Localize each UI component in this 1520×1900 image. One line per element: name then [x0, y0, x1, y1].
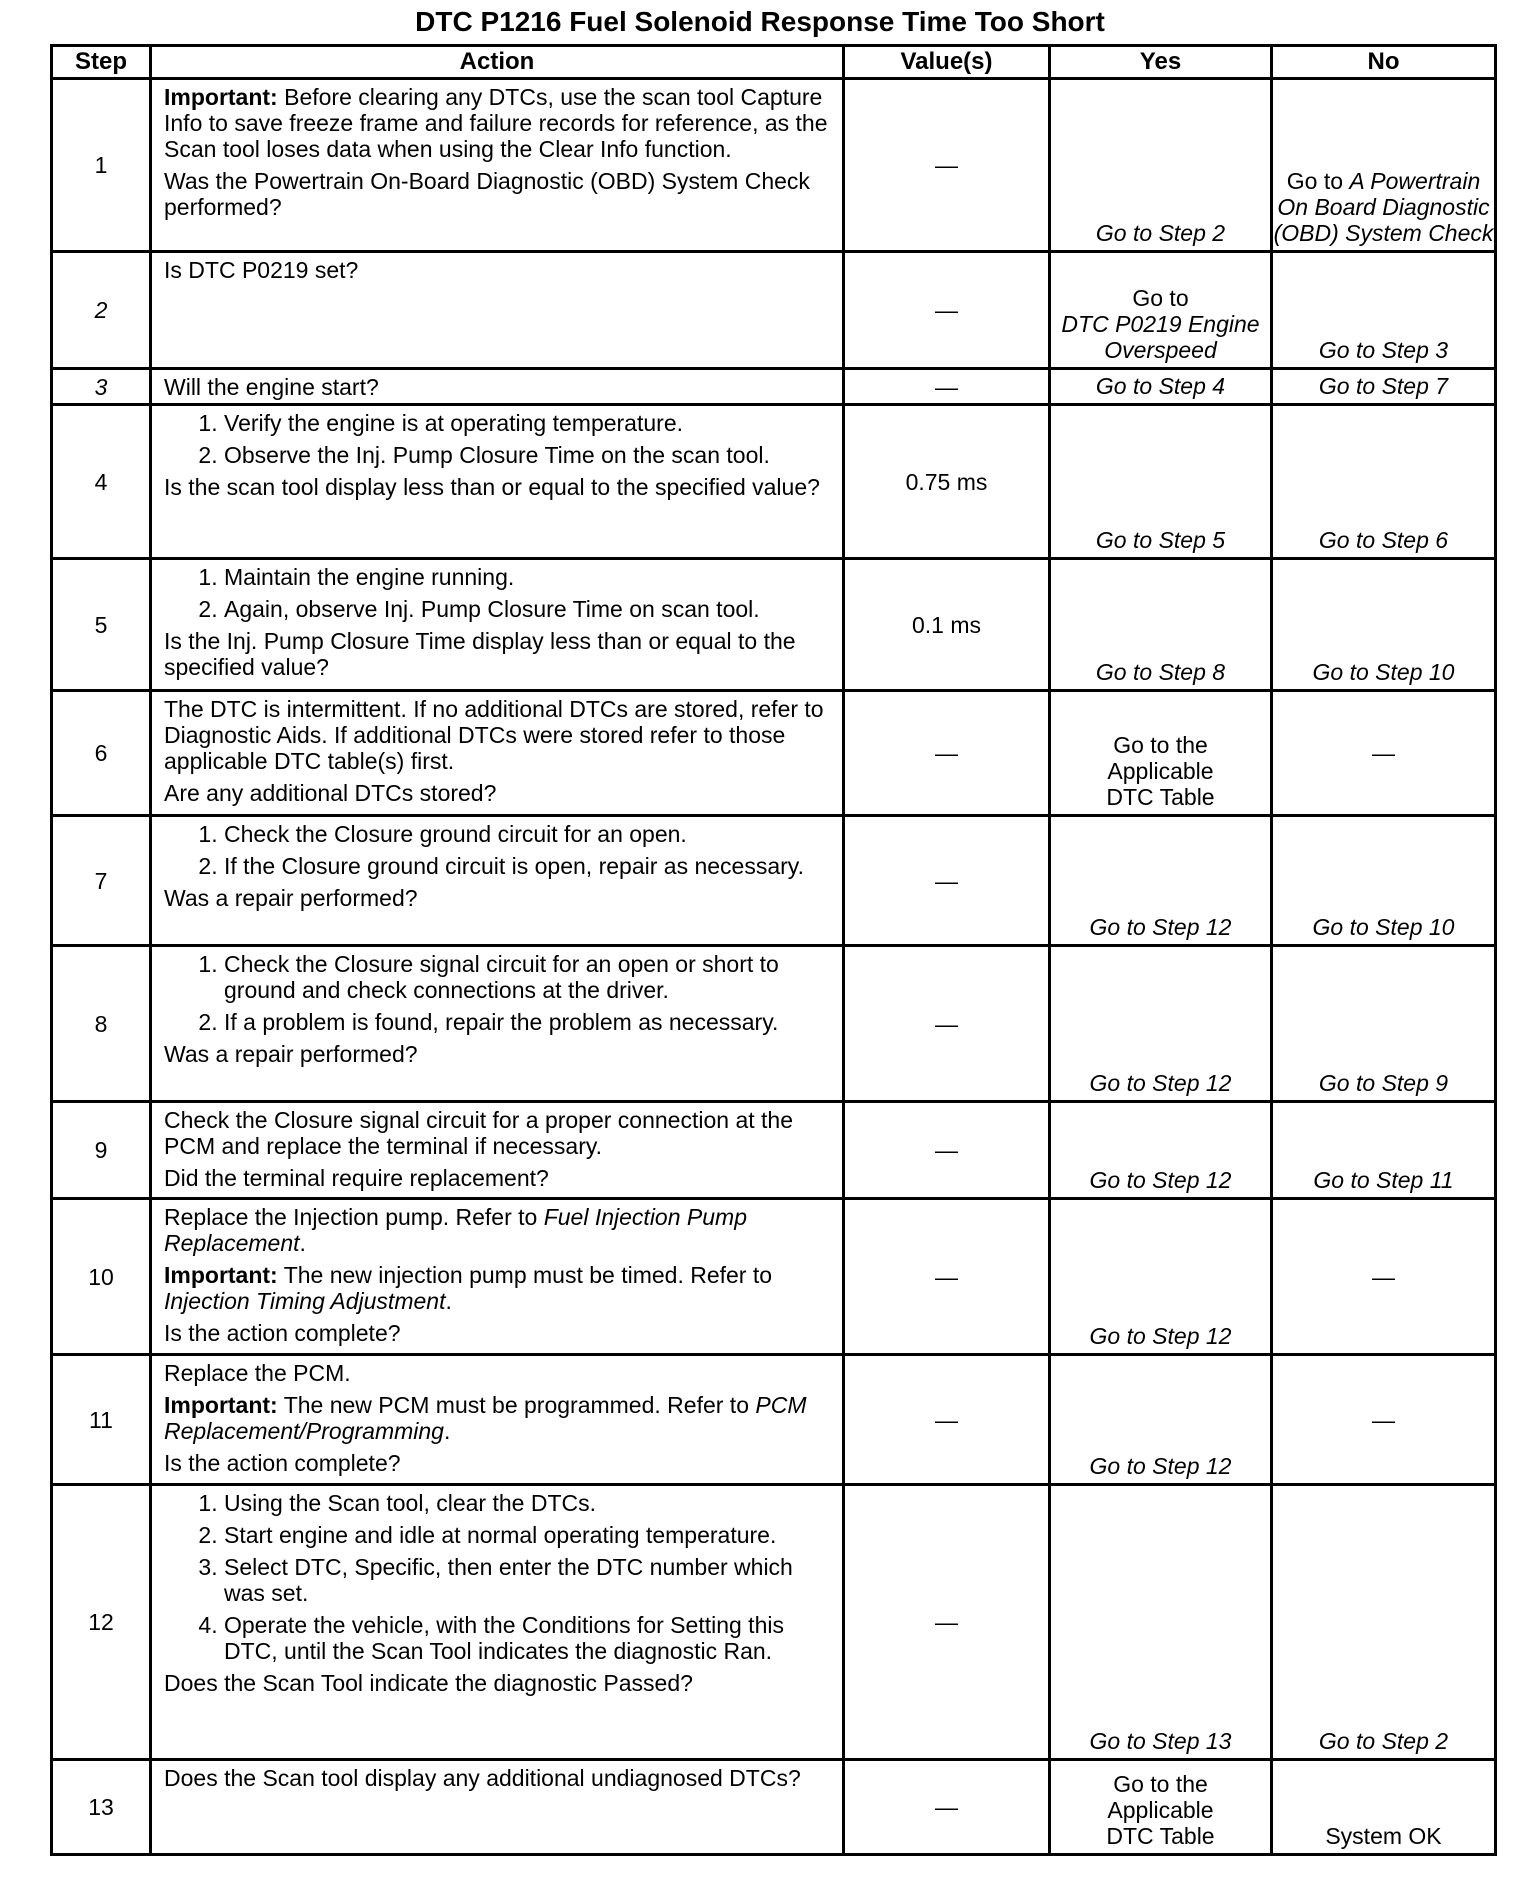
no-link: —	[1272, 691, 1496, 816]
step-action	[151, 946, 844, 1102]
yes-link[interactable]: Go to Step 4	[1050, 369, 1272, 405]
header-action: Action	[151, 46, 844, 79]
page-title: DTC P1216 Fuel Solenoid Response Time Too Short	[415, 6, 1105, 37]
step-value: —	[844, 1485, 1050, 1760]
list-item: 1. Check the Closure ground circuit for an open.	[224, 821, 834, 847]
step-action	[151, 1760, 844, 1855]
step-action	[151, 1199, 844, 1355]
reference-link[interactable]: Fuel Injection Pump Replacement	[164, 1204, 747, 1256]
step-number: 10	[52, 1199, 151, 1355]
header-yes: Yes	[1050, 46, 1272, 79]
step-question: Is the action complete?	[164, 1450, 401, 1476]
table-row	[52, 691, 1496, 816]
step-action	[151, 559, 844, 691]
no-link[interactable]: Go to Step 6	[1272, 405, 1496, 559]
yes-link[interactable]	[1050, 252, 1272, 369]
important-text: The new injection pump must be timed. Refer to	[277, 1262, 773, 1288]
no-link: —	[1272, 1199, 1496, 1355]
step-value: —	[844, 816, 1050, 946]
no-target: A Powertrain On Board Diagnostic (OBD) System Check	[1273, 168, 1494, 246]
important-text: The new PCM must be programmed. Refer to	[277, 1392, 756, 1418]
step-question: Is the action complete?	[164, 1320, 401, 1346]
text-suffix: .	[299, 1230, 306, 1256]
yes-link[interactable]: Go to Step 12	[1050, 1102, 1272, 1199]
step-number: 6	[52, 691, 151, 816]
yes-link[interactable]: Go to Step 12	[1050, 946, 1272, 1102]
table-row	[52, 946, 1496, 1102]
step-action	[151, 1485, 844, 1760]
table-row	[52, 369, 1496, 405]
important-suffix: .	[445, 1288, 452, 1314]
step-number: 12	[52, 1485, 151, 1760]
table-row	[52, 1355, 1496, 1485]
step-number: 13	[52, 1760, 151, 1855]
important-label: Important:	[164, 84, 278, 110]
step-question: Is DTC P0219 set?	[164, 257, 359, 283]
step-value: —	[844, 79, 1050, 252]
step-question: Does the Scan tool display any additional undiagnosed DTCs?	[164, 1765, 801, 1791]
yes-link[interactable]: Go to Step 12	[1050, 1199, 1272, 1355]
step-value: —	[844, 1199, 1050, 1355]
reference-link[interactable]: Injection Timing Adjustment	[164, 1288, 446, 1314]
no-link[interactable]: Go to Step 10	[1272, 559, 1496, 691]
step-number: 3	[52, 369, 151, 405]
no-prefix: Go to	[1286, 168, 1350, 194]
instruction-list	[164, 951, 834, 1035]
step-value: —	[844, 252, 1050, 369]
header-values: Value(s)	[844, 46, 1050, 79]
yes-link[interactable]: Go to Step 8	[1050, 559, 1272, 691]
instruction-list	[164, 564, 834, 622]
no-link[interactable]: Go to Step 9	[1272, 946, 1496, 1102]
table-row	[52, 79, 1496, 252]
important-note	[164, 1392, 834, 1444]
yes-link[interactable]: Go to Step 12	[1050, 1355, 1272, 1485]
step-action	[151, 816, 844, 946]
step-number: 5	[52, 559, 151, 691]
no-link: —	[1272, 1355, 1496, 1485]
list-item: 1. Check the Closure signal circuit for an open or short to ground and check connections at the driver.	[224, 951, 834, 1003]
yes-link[interactable]: Go to the Applicable DTC Table	[1050, 1760, 1272, 1855]
list-item: 4. Operate the vehicle, with the Conditions for Setting this DTC, until the Scan Tool indicates the diagnostic Ran.	[224, 1612, 834, 1664]
step-question: Are any additional DTCs stored?	[164, 780, 497, 806]
step-action	[151, 79, 844, 252]
step-value: —	[844, 1102, 1050, 1199]
step-action	[151, 369, 844, 405]
step-action	[151, 405, 844, 559]
yes-target: DTC P0219 Engine Overspeed	[1061, 311, 1260, 363]
yes-prefix: Go to	[1132, 285, 1189, 311]
step-number: 2	[52, 252, 151, 369]
important-note	[164, 1262, 834, 1314]
important-note	[164, 84, 834, 162]
step-question: Was a repair performed?	[164, 885, 418, 911]
step-number: 11	[52, 1355, 151, 1485]
instruction-list	[164, 821, 834, 879]
step-number: 1	[52, 79, 151, 252]
header-row	[52, 46, 1496, 79]
table-row	[52, 1760, 1496, 1855]
step-number: 9	[52, 1102, 151, 1199]
text-prefix: Replace the Injection pump. Refer to	[164, 1204, 544, 1230]
list-item: 2. Start engine and idle at normal operating temperature.	[224, 1522, 834, 1548]
step-value: 0.75 ms	[844, 405, 1050, 559]
step-action	[151, 1355, 844, 1485]
list-item: 1. Using the Scan tool, clear the DTCs.	[224, 1490, 834, 1516]
table-row	[52, 405, 1496, 559]
list-item: 1. Verify the engine is at operating temperature.	[224, 410, 834, 436]
no-link[interactable]: System OK	[1272, 1760, 1496, 1855]
list-item: 2. If the Closure ground circuit is open, repair as necessary.	[224, 853, 834, 879]
instruction-list	[164, 1490, 834, 1664]
step-value: —	[844, 946, 1050, 1102]
table-row	[52, 252, 1496, 369]
step-text: Replace the PCM.	[164, 1360, 351, 1386]
table-row	[52, 1102, 1496, 1199]
step-value: 0.1 ms	[844, 559, 1050, 691]
important-label: Important:	[164, 1392, 278, 1418]
important-suffix: .	[443, 1418, 451, 1444]
step-number: 7	[52, 816, 151, 946]
instruction-list	[164, 410, 834, 468]
step-number: 4	[52, 405, 151, 559]
table-row	[52, 1485, 1496, 1760]
step-question: Was a repair performed?	[164, 1041, 418, 1067]
yes-link[interactable]: Go to the Applicable DTC Table	[1050, 691, 1272, 816]
no-link[interactable]: Go to Step 7	[1272, 369, 1496, 405]
list-item: 3. Select DTC, Specific, then enter the DTC number which was set.	[224, 1554, 834, 1606]
step-value: —	[844, 1355, 1050, 1485]
yes-link[interactable]: Go to Step 13	[1050, 1485, 1272, 1760]
no-link[interactable]: Go to Step 2	[1272, 1485, 1496, 1760]
step-value: —	[844, 1760, 1050, 1855]
step-text	[164, 1204, 834, 1256]
table-row	[52, 559, 1496, 691]
step-action	[151, 252, 844, 369]
step-question: Will the engine start?	[164, 374, 379, 400]
list-item: 2. Observe the Inj. Pump Closure Time on the scan tool.	[224, 442, 834, 468]
reference-link[interactable]: PCM Replacement/Programming	[164, 1392, 807, 1444]
list-item: 2. Again, observe Inj. Pump Closure Time on scan tool.	[224, 596, 834, 622]
step-text: Check the Closure signal circuit for a proper connection at the PCM and replace the terminal if necessary.	[164, 1107, 793, 1159]
step-action	[151, 1102, 844, 1199]
no-link[interactable]: Go to Step 11	[1272, 1102, 1496, 1199]
step-question: Does the Scan Tool indicate the diagnostic Passed?	[164, 1670, 693, 1696]
list-item: 2. If a problem is found, repair the problem as necessary.	[224, 1009, 834, 1035]
yes-link[interactable]: Go to Step 12	[1050, 816, 1272, 946]
diagnostic-table	[50, 44, 1497, 1856]
step-question: Was the Powertrain On-Board Diagnostic (OBD) System Check performed?	[164, 168, 810, 220]
yes-link[interactable]: Go to Step 5	[1050, 405, 1272, 559]
no-link[interactable]: Go to Step 10	[1272, 816, 1496, 946]
list-item: 1. Maintain the engine running.	[224, 564, 834, 590]
no-link[interactable]	[1272, 79, 1496, 252]
step-question: Is the scan tool display less than or equal to the specified value?	[164, 474, 820, 500]
important-label: Important:	[164, 1262, 278, 1288]
no-link[interactable]: Go to Step 3	[1272, 252, 1496, 369]
step-action	[151, 691, 844, 816]
important-text: Before clearing any DTCs, use the scan tool Capture Info to save freeze frame and failure records for reference, as the Scan tool loses data when using the Clear Info function.	[164, 84, 828, 162]
step-number: 8	[52, 946, 151, 1102]
step-value: —	[844, 369, 1050, 405]
header-no: No	[1272, 46, 1496, 79]
table-row	[52, 1199, 1496, 1355]
table-row	[52, 816, 1496, 946]
step-question: Is the Inj. Pump Closure Time display less than or equal to the specified value?	[164, 628, 796, 680]
yes-link[interactable]: Go to Step 2	[1050, 79, 1272, 252]
header-step: Step	[52, 46, 151, 79]
step-value: —	[844, 691, 1050, 816]
step-text: The DTC is intermittent. If no additional DTCs are stored, refer to Diagnostic Aids. If additional DTCs were stored refer to those applicable DTC table(s) first.	[164, 696, 824, 774]
step-question: Did the terminal require replacement?	[164, 1165, 549, 1191]
